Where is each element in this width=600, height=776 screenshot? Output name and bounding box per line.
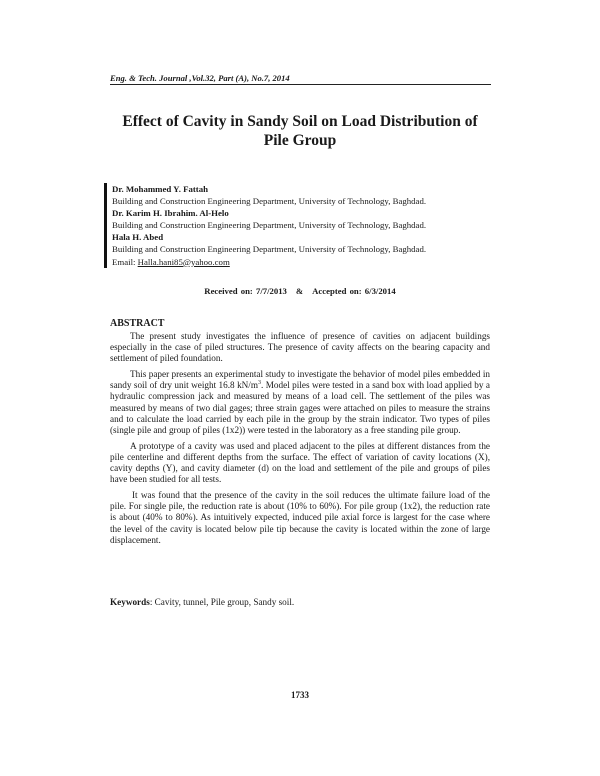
page-number: 1733 xyxy=(291,690,309,700)
author-name: Hala H. Abed xyxy=(112,232,164,243)
title-line-1: Effect of Cavity in Sandy Soil on Load Distribution of xyxy=(122,113,478,130)
journal-header: Eng. & Tech. Journal ,Vol.32, Part (A), No.7, 2014 xyxy=(110,73,290,83)
author-affiliation: Building and Construction Engineering Department, University of Technology, Baghdad. xyxy=(112,196,427,207)
abstract-heading: ABSTRACT xyxy=(110,318,165,329)
abstract-paragraph-2 xyxy=(110,369,490,436)
superscript-3: 3 xyxy=(258,380,262,387)
header-rule xyxy=(110,84,491,85)
received-date: Received on: 7/7/2013 xyxy=(204,286,287,296)
keywords-text: : Cavity, tunnel, Pile group, Sandy soil. xyxy=(149,597,295,607)
accepted-date: Accepted on: 6/3/2014 xyxy=(312,286,396,296)
abstract-paragraph-1: The present study investigates the influence of presence of cavities on adjacent buildings especially in the case of piled structures. The presence of cavity affects on the bearing capacity and settlement of piled foundation. xyxy=(110,331,490,364)
title-line-2: Pile Group xyxy=(263,132,337,149)
keywords-line xyxy=(110,597,490,607)
author-name: Dr. Karim H. Ibrahim. Al-Helo xyxy=(112,208,229,219)
abstract-p2-text: This paper presents an experimental study to investigate the behavior of model piles embedded in sandy soil of dry unit weight 16.8 kN/m xyxy=(110,369,490,391)
email-label: Email: xyxy=(112,256,138,267)
abstract-paragraph-3: A prototype of a cavity was used and placed adjacent to the piles at different distances from the pile centerline and different depths from the surface. The effect of variation of cavity locations (X), cavity depths (Y), and cavity diameter (d) on the load and settlement of the pile and groups of piles have been studied for all tests. xyxy=(110,440,490,485)
abstract-body xyxy=(110,331,490,551)
abstract-p2-text-cont: . Model piles were tested in a sand box with load applied by a hydraulic compression jack and measured by means of a load cell. The settlement of the piles was measured by means of two dial gages; three strain gages were attached on piles to measure the strains and to calculate the load carried by each pile in the group by the strain indicator. Two types of piles (single pile and group of piles (1x2)) were tested in the laboratory as a free standing pile group. xyxy=(110,380,490,435)
email-line xyxy=(112,256,512,268)
dates-ampersand: & xyxy=(295,286,304,296)
email-link[interactable]: Halla.hani85@yahoo.com xyxy=(137,256,230,267)
author-name: Dr. Mohammed Y. Fattah xyxy=(112,184,209,194)
author-affiliation: Building and Construction Engineering Department, University of Technology, Baghdad. xyxy=(112,220,427,231)
paper-title xyxy=(100,112,500,150)
abstract-paragraph-4: It was found that the presence of the cavity in the soil reduces the ultimate failure load of the pile. For single pile, the reduction rate is about (10% to 60%). For pile group (1x2), the reduction rate is about (40% to 80%). As intuitively expected, induced pile axial force is largest for the case where the level of the cavity is located below pile tip because the cavity is located within the zone of large displacement. xyxy=(110,490,490,545)
author-block xyxy=(104,183,512,268)
author-affiliation: Building and Construction Engineering Department, University of Technology, Baghdad. xyxy=(112,244,427,255)
keywords-label: Keywords xyxy=(110,597,150,607)
submission-dates xyxy=(100,286,500,296)
